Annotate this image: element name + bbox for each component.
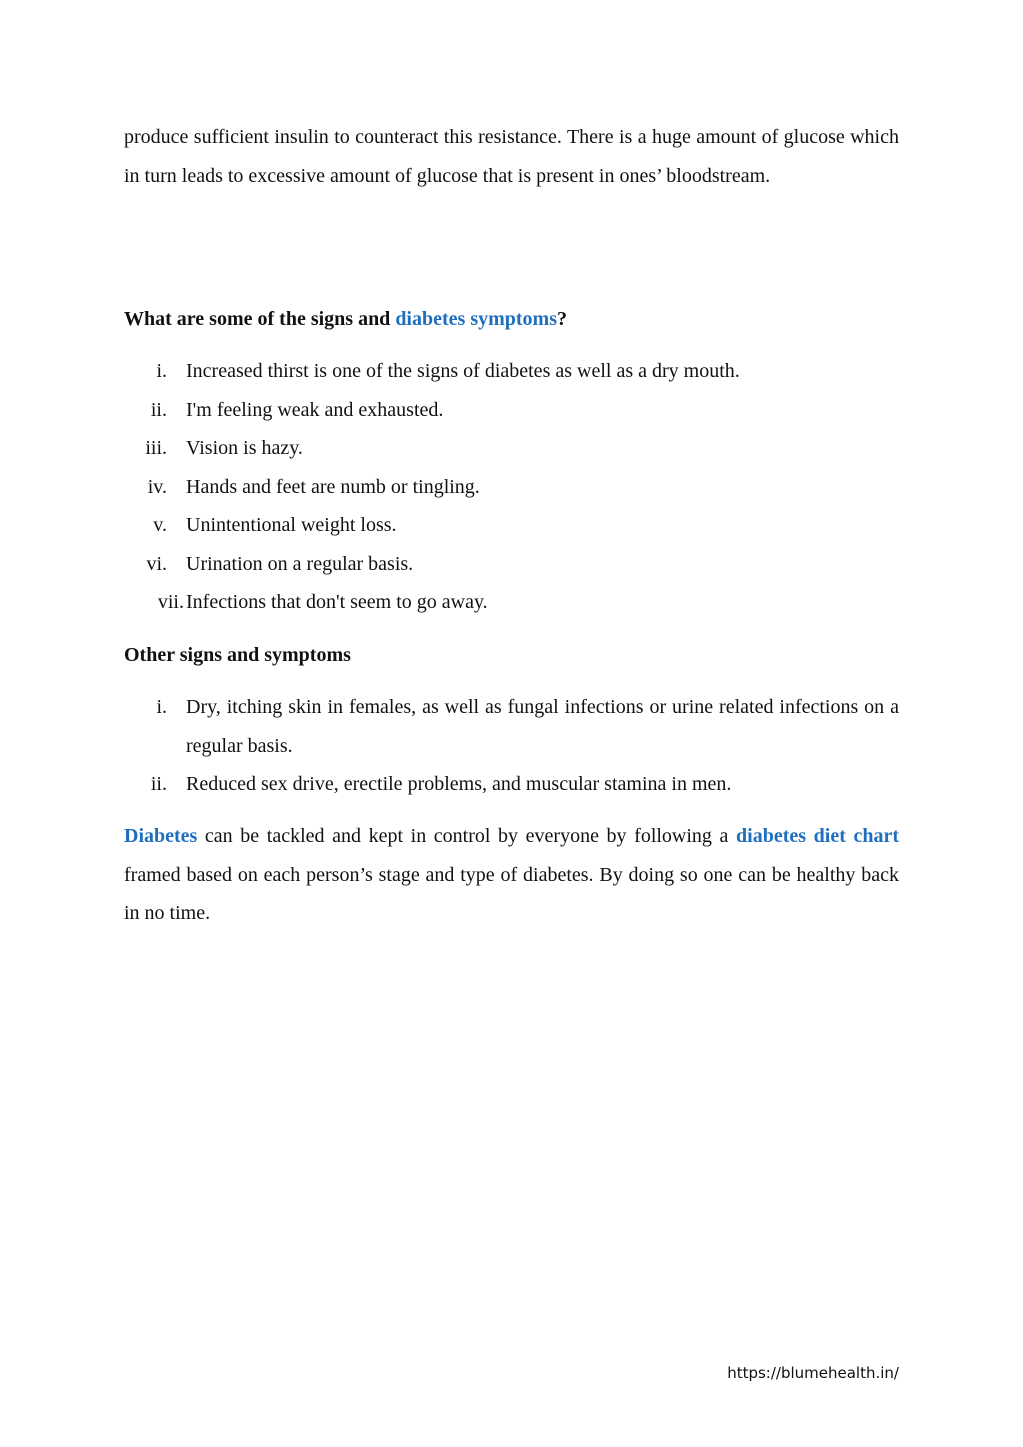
closing-paragraph <box>124 817 899 933</box>
closing-text-1: can be tackled and kept in control by everyone by following a <box>197 825 737 847</box>
symptoms-heading-prefix: What are some of the signs and <box>124 308 396 330</box>
list-item-text: I'm feeling weak and exhausted. <box>186 398 444 421</box>
list-item <box>124 468 899 507</box>
list-item-number: vii. <box>157 591 184 613</box>
list-item-number: vi. <box>146 552 167 575</box>
list-item <box>124 545 899 584</box>
symptoms-list <box>124 352 899 622</box>
list-item-number: iv. <box>147 475 167 498</box>
list-item-number: ii. <box>150 773 167 795</box>
list-item <box>124 429 899 468</box>
list-item-number: i. <box>156 360 167 382</box>
symptoms-heading-suffix: ? <box>556 308 567 330</box>
list-item-number: iii. <box>145 437 167 459</box>
list-item-text: Hands and feet are numb or tingling. <box>186 475 480 498</box>
list-item <box>124 352 899 391</box>
symptoms-heading <box>124 300 899 338</box>
list-item-number: ii. <box>150 398 167 421</box>
intro-paragraph: produce sufficient insulin to counteract this resistance. There is a huge amount of glucose which in turn leads to excessive amount of glucose that is present in ones’ bloodstream. <box>124 126 899 187</box>
diabetes-link[interactable]: Diabetes <box>124 825 198 847</box>
footer-url[interactable]: https://blumehealth.in/ <box>727 1364 899 1382</box>
list-item-number: v. <box>153 514 167 536</box>
list-item <box>124 583 899 622</box>
list-item-text: Reduced sex drive, erectile problems, and muscular stamina in men. <box>186 773 732 795</box>
list-item-text: Urination on a regular basis. <box>186 552 414 575</box>
diabetes-symptoms-link[interactable]: diabetes symptoms <box>395 308 557 330</box>
list-item-text: Infections that don't seem to go away. <box>186 591 488 613</box>
diabetes-diet-chart-link[interactable]: diabetes diet chart <box>736 825 899 847</box>
list-item-text: Dry, itching skin in females, as well as fungal infections or urine related infections on a regular basis. <box>186 696 899 757</box>
closing-text-2: framed based on each person’s stage and type of diabetes. By doing so one can be healthy back in no time. <box>124 863 899 924</box>
list-item-text: Vision is hazy. <box>186 437 303 459</box>
list-item <box>124 688 899 765</box>
list-item-text: Increased thirst is one of the signs of diabetes as well as a dry mouth. <box>186 360 740 382</box>
list-item-number: i. <box>156 696 167 718</box>
other-symptoms-list <box>124 688 899 804</box>
list-item <box>124 391 899 430</box>
list-item-text: Unintentional weight loss. <box>186 514 397 536</box>
list-item <box>124 506 899 545</box>
other-symptoms-heading: Other signs and symptoms <box>124 644 351 666</box>
list-item <box>124 765 899 804</box>
